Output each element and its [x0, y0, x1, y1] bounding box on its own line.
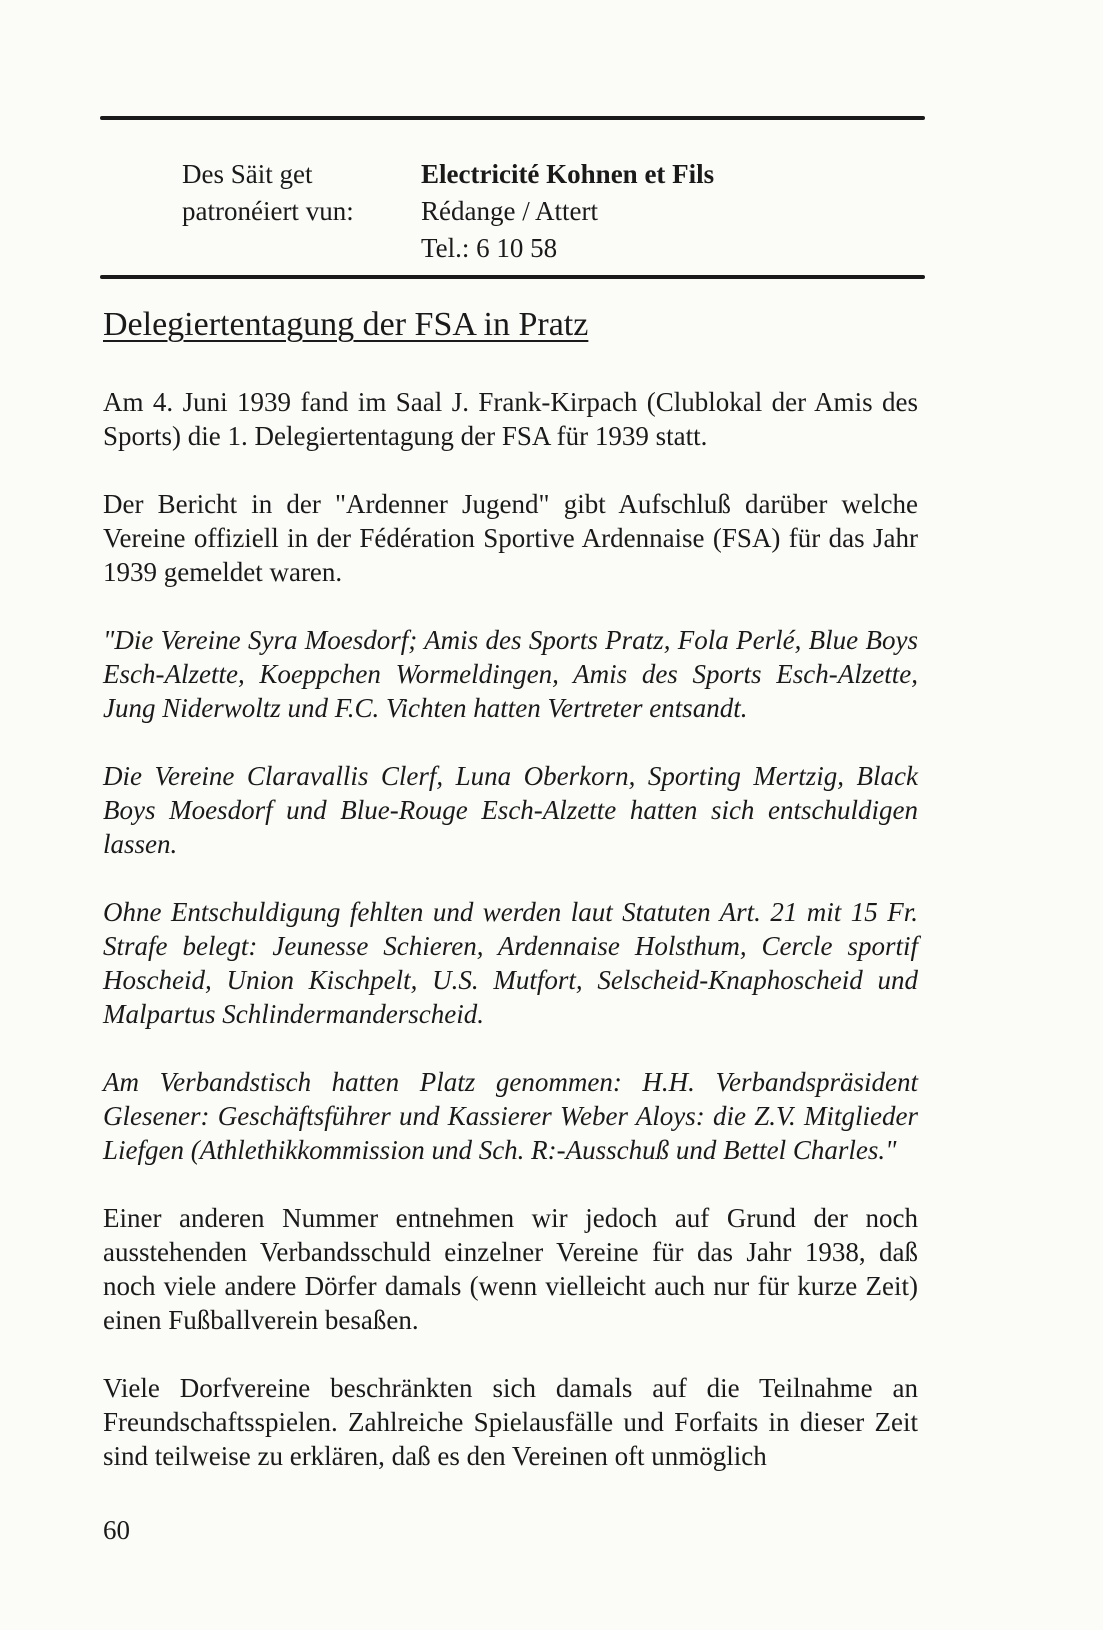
article-title: Delegiertentagung der FSA in Pratz	[103, 306, 589, 343]
article-paragraph: Die Vereine Claravallis Clerf, Luna Oberkorn, Sporting Mertzig, Black Boys Moesdorf und Blue-Rouge Esch-Alzette hatten sich entschuldigen lassen.	[103, 761, 918, 859]
sponsor-location: Rédange / Attert	[421, 196, 598, 226]
article-paragraph: Ohne Entschuldigung fehlten und werden laut Statuten Art. 21 mit 15 Fr. Strafe belegt: Jeunesse Schieren, Ardennaise Holsthum, Cercle sportif Hoscheid, Union Kischpelt, U.S. Mutfort, Selscheid-Knaphoscheid und Malpartus Schlindermanderscheid.	[103, 897, 918, 1029]
sponsor-phone: Tel.: 6 10 58	[421, 233, 558, 263]
sponsor-details	[421, 156, 714, 267]
article-paragraph: Am 4. Juni 1939 fand im Saal J. Frank-Kirpach (Clublokal der Amis des Sports) die 1. Delegiertentagung der FSA für 1939 statt.	[103, 387, 918, 451]
page-number: 60	[103, 1515, 130, 1545]
sponsor-label-line-2: patronéiert vun:	[182, 196, 354, 226]
article-paragraph: Am Verbandstisch hatten Platz genommen: H.H. Verbandspräsident Glesener: Geschäftsführer und Kassierer Weber Aloys: die Z.V. Mitglieder Liefgen (Athlethikkommission und Sch. R:-Ausschuß und Bettel Charles."	[103, 1067, 918, 1165]
article-paragraph: Einer anderen Nummer entnehmen wir jedoch auf Grund der noch ausstehenden Verbandsschuld einzelner Vereine für das Jahr 1938, daß noch viele andere Dörfer damals (wenn vielleicht auch nur für kurze Zeit) einen Fußballverein besaßen.	[103, 1203, 918, 1335]
article-paragraph: Der Bericht in der "Ardenner Jugend" gibt Aufschluß darüber welche Vereine offiziell in der Fédération Sportive Ardennaise (FSA) für das Jahr 1939 gemeldet waren.	[103, 489, 918, 587]
sponsor-label	[182, 156, 354, 230]
article-body	[103, 385, 918, 1507]
article-paragraph: Viele Dorfvereine beschränkten sich damals auf die Teilnahme an Freundschaftsspielen. Zahlreiche Spielausfälle und Forfaits in dieser Zeit sind teilweise zu erklären, daß es den Vereinen oft unmöglich	[103, 1373, 918, 1471]
sponsor-label-line-1: Des Säit get	[182, 159, 313, 189]
top-rule	[100, 116, 925, 120]
bottom-rule	[100, 275, 925, 279]
sponsor-company: Electricité Kohnen et Fils	[421, 159, 715, 189]
article-paragraph: "Die Vereine Syra Moesdorf; Amis des Sports Pratz, Fola Perlé, Blue Boys Esch-Alzette, Koeppchen Wormeldingen, Amis des Sports Esch-Alzette, Jung Niderwoltz und F.C. Vichten hatten Vertreter entsandt.	[103, 625, 918, 723]
